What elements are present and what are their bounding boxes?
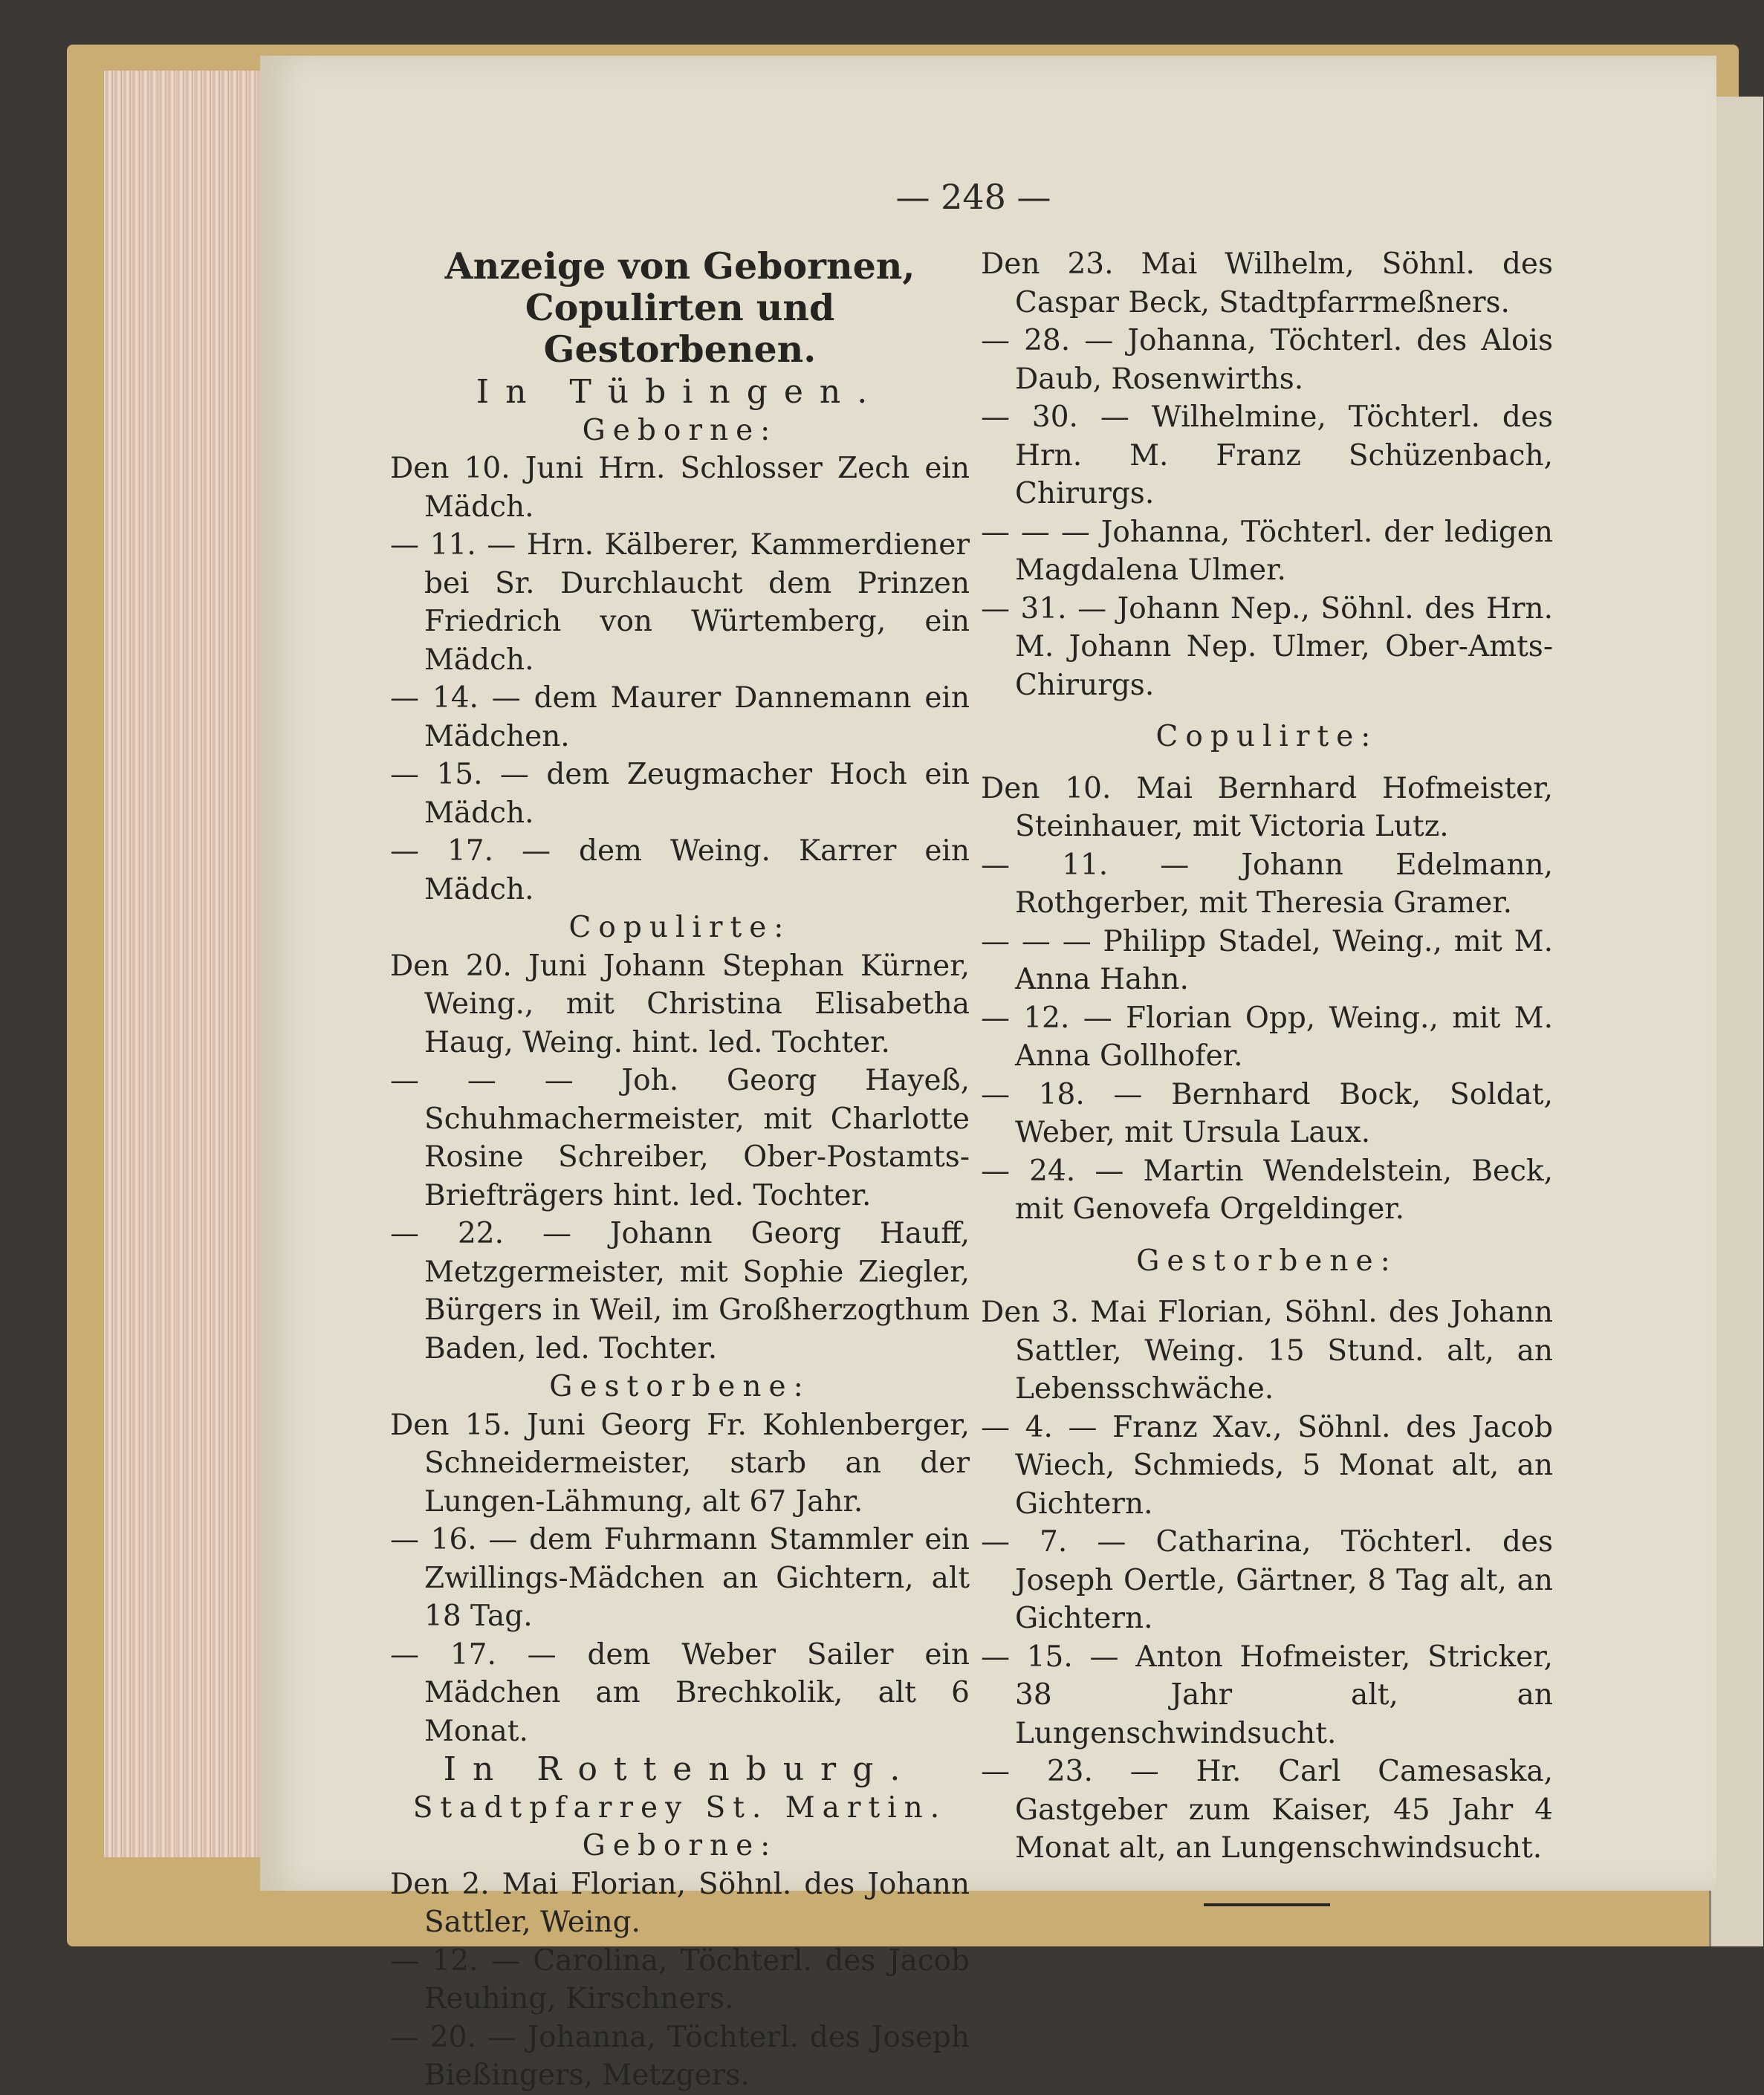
- page-number: — 248 —: [895, 177, 1051, 217]
- list-item: — 14. — dem Maurer Dannemann ein Mädchen.: [390, 681, 970, 753]
- births-heading: Geborne:: [582, 413, 778, 447]
- left-column: [390, 245, 970, 2095]
- end-rule: [1204, 1903, 1330, 1906]
- list-item: — 30. — Wilhelmine, Töchterl. des Hrn. M. Franz Schüzenbach, Chirurgs.: [981, 400, 1553, 510]
- marriages-heading: Copulirte:: [568, 911, 791, 944]
- list-item: Den 10. Juni Hrn. Schlosser Zech ein Mädch.: [390, 452, 970, 524]
- list-item: — 17. — dem Weber Sailer ein Mädchen am Brechkolik, alt 6 Monat.: [390, 1637, 970, 1748]
- births-heading-2: Geborne:: [582, 1829, 778, 1862]
- list-item: — 17. — dem Weing. Karrer ein Mädch.: [390, 834, 970, 906]
- list-item: Den 15. Juni Georg Fr. Kohlenberger, Schneidermeister, starb an der Lungen-Lähmung, alt 67 Jahr.: [390, 1408, 970, 1519]
- marriages-heading: Copulirte:: [1155, 720, 1378, 753]
- place-heading-tuebingen: In Tübingen.: [476, 373, 884, 411]
- list-item: — 28. — Johanna, Töchterl. des Alois Daub, Rosenwirths.: [981, 324, 1553, 396]
- right-column: [981, 245, 1553, 1906]
- list-item: — 7. — Catharina, Töchterl. des Joseph Oertle, Gärtner, 8 Tag alt, an Gichtern.: [981, 1525, 1553, 1635]
- list-item: — — — Joh. Georg Hayeß, Schuhmachermeister, mit Charlotte Rosine Schreiber, Ober-Postamts-Briefträgers hint. led. Tochter.: [390, 1064, 970, 1212]
- list-item: Den 23. Mai Wilhelm, Söhnl. des Caspar Beck, Stadtpfarrmeßners.: [981, 247, 1553, 319]
- list-item: — 11. — Johann Edelmann, Rothgerber, mit Theresia Gramer.: [981, 848, 1553, 920]
- list-item: — 12. — Florian Opp, Weing., mit M. Anna Gollhofer.: [981, 1001, 1553, 1073]
- deaths-heading: Gestorbene:: [549, 1370, 811, 1403]
- list-item: — 22. — Johann Georg Hauff, Metzgermeister, mit Sophie Ziegler, Bürgers in Weil, im Großherzogthum Baden, led. Tochter.: [390, 1217, 970, 1365]
- facing-page-edge: [1709, 97, 1763, 1946]
- list-item: — 23. — Hr. Carl Camesaska, Gastgeber zum Kaiser, 45 Jahr 4 Monat alt, an Lungenschwindsucht.: [981, 1755, 1553, 1865]
- list-item: Den 20. Juni Johann Stephan Kürner, Weing., mit Christina Elisabetha Haug, Weing. hint. led. Tochter.: [390, 949, 970, 1059]
- list-item: — 24. — Martin Wendelstein, Beck, mit Genovefa Orgeldinger.: [981, 1154, 1553, 1226]
- list-item: — 12. — Carolina, Töchterl. des Jacob Reuhing, Kirschners.: [390, 1943, 970, 2016]
- list-item: — — — Johanna, Töchterl. der ledigen Magdalena Ulmer.: [981, 515, 1553, 587]
- list-item: — 20. — Johanna, Töchterl. des Joseph Bießingers, Metzgers.: [390, 2020, 970, 2092]
- list-item: — 4. — Franz Xav., Söhnl. des Jacob Wiech, Schmieds, 5 Monat alt, an Gichtern.: [981, 1410, 1553, 1521]
- list-item: — 11. — Hrn. Kälberer, Kammerdiener bei Sr. Durchlaucht dem Prinzen Friedrich von Würtemberg, ein Mädch.: [390, 528, 970, 677]
- deaths-heading: Gestorbene:: [1136, 1244, 1398, 1278]
- parish-heading: Stadtpfarrey St. Martin.: [412, 1790, 947, 1825]
- list-item: — 18. — Bernhard Bock, Soldat, Weber, mit Ursula Laux.: [981, 1077, 1553, 1149]
- list-item: Den 3. Mai Florian, Söhnl. des Johann Sattler, Weing. 15 Stund. alt, an Lebensschwäche.: [981, 1296, 1553, 1406]
- page-edges: [104, 71, 267, 1857]
- section-title: Anzeige von Gebornen, Copulirten und Gestorbenen.: [444, 244, 915, 371]
- list-item: Den 10. Mai Bernhard Hofmeister, Steinhauer, mit Victoria Lutz.: [981, 771, 1553, 843]
- list-item: — 15. — Anton Hofmeister, Stricker, 38 Jahr alt, an Lungenschwindsucht.: [981, 1640, 1553, 1750]
- list-item: — 31. — Johann Nep., Söhnl. des Hrn. M. Johann Nep. Ulmer, Ober-Amts-Chirurgs.: [981, 591, 1553, 702]
- list-item: Den 2. Mai Florian, Söhnl. des Johann Sattler, Weing.: [390, 1867, 970, 1939]
- list-item: — 16. — dem Fuhrmann Stammler ein Zwillings-Mädchen an Gichtern, alt 18 Tag.: [390, 1523, 970, 1633]
- list-item: — 15. — dem Zeugmacher Hoch ein Mädch.: [390, 758, 970, 830]
- place-heading-rottenburg: In Rottenburg.: [443, 1750, 917, 1788]
- list-item: — — — Philipp Stadel, Weing., mit M. Anna Hahn.: [981, 924, 1553, 996]
